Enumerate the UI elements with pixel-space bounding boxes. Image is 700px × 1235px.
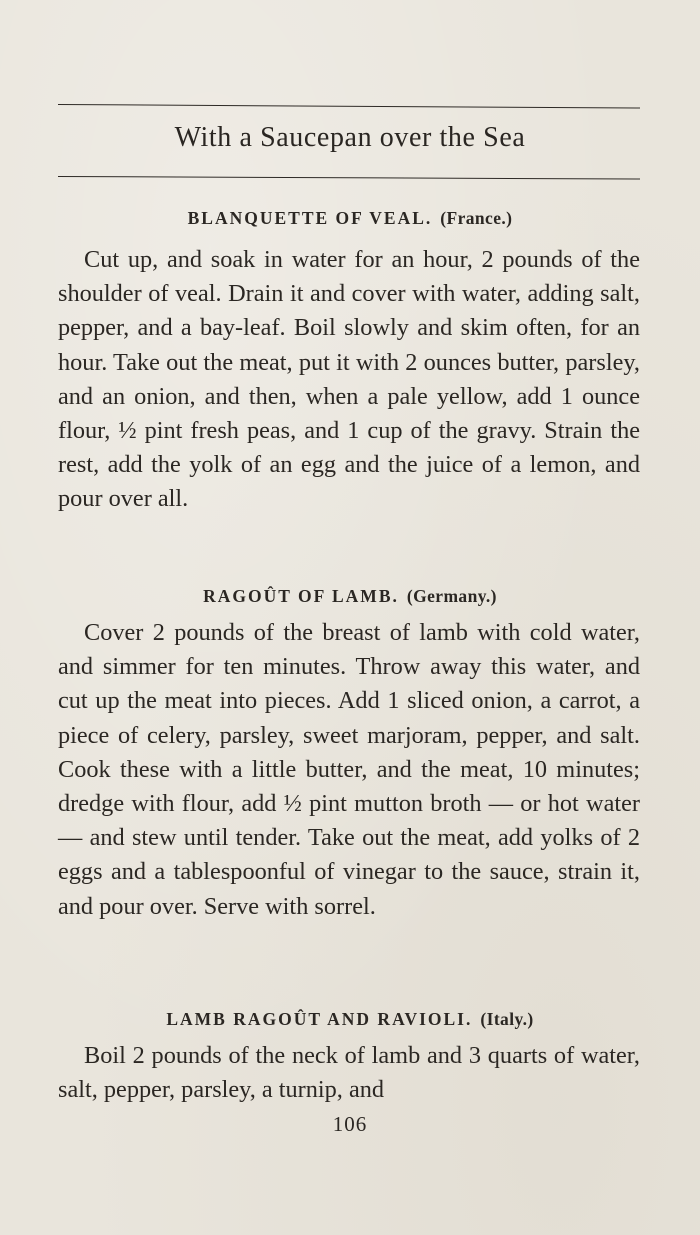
recipe-origin: (France.) <box>440 208 513 228</box>
recipe-body-blanquette <box>58 243 640 517</box>
recipe-paragraph: Boil 2 pounds of the neck of lamb and 3 quarts of water, salt, pepper, parsley, a turnip, and <box>58 1042 640 1104</box>
recipe-paragraph: Cover 2 pounds of the breast of lamb with cold water, and simmer for ten minutes. Throw away this water, and cut up the meat into pieces. Add 1 sliced onion, a carrot, a piece of celery, parsley, sweet marjoram, pepper, and salt. Cook these with a little butter, and the meat, 10 minutes; dredge with flour, add ½ pint mutton broth — or hot water — and stew until tender. Take out the meat, add yolks of 2 eggs and a tablespoonful of vinegar to the sauce, strain it, and pour over. Serve with sorrel. <box>58 619 640 920</box>
recipe-body-lamb-ravioli <box>58 1039 640 1107</box>
recipe-paragraph: Cut up, and soak in water for an hour, 2 pounds of the shoulder of veal. Drain it and cover with water, adding salt, pepper, and a bay-leaf. Boil slowly and skim often, for an hour. Take out the meat, put it with 2 ounces butter, parsley, and an onion, and then, when a pale yellow, add 1 ounce flour, ½ pint fresh peas, and 1 cup of the gravy. Strain the rest, add the yolk of an egg and the juice of a lemon, and pour over all. <box>58 246 640 513</box>
recipe-title: RAGOÛT OF LAMB. <box>203 586 399 606</box>
recipe-title: LAMB RAGOÛT AND RAVIOLI. <box>166 1009 473 1029</box>
recipe-title: BLANQUETTE OF VEAL. <box>187 208 433 228</box>
recipe-origin: (Italy.) <box>480 1009 534 1029</box>
recipe-heading-blanquette <box>0 208 700 229</box>
header-rule-bottom <box>58 176 640 180</box>
recipe-heading-lamb-ravioli <box>0 1009 700 1030</box>
recipe-heading-ragout-lamb <box>0 586 700 607</box>
recipe-body-ragout-lamb <box>58 616 640 924</box>
page-number: 106 <box>332 1112 368 1136</box>
header-rule-top <box>58 104 640 109</box>
recipe-origin: (Germany.) <box>406 586 497 606</box>
running-head: With a Saucepan over the Sea <box>174 122 526 153</box>
